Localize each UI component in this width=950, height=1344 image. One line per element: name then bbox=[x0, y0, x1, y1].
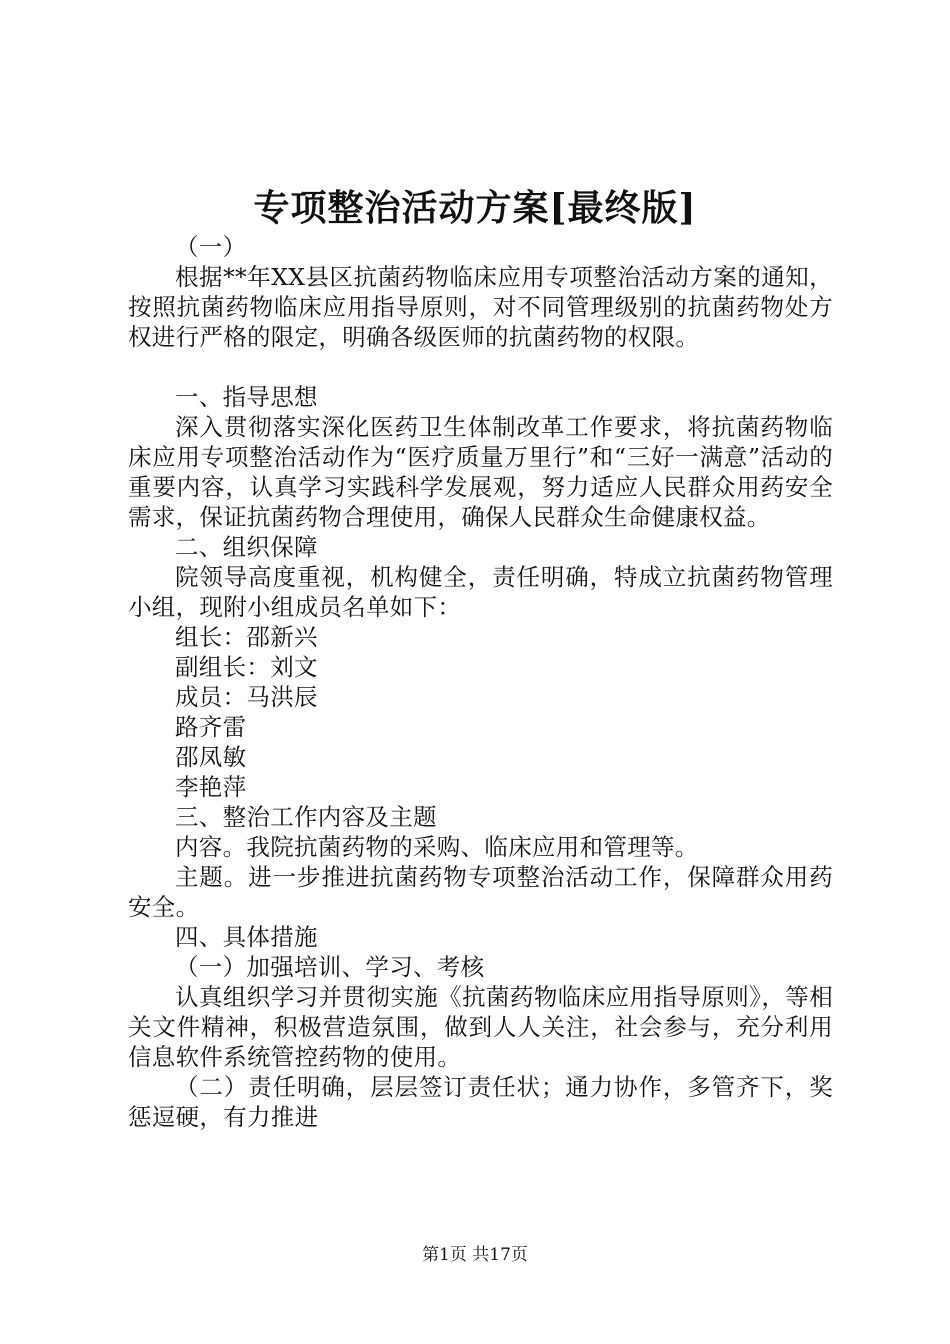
member-item: 路齐雷 bbox=[175, 713, 247, 741]
organization-paragraph: 院领导高度重视，机构健全，责任明确，特成立抗菌药物管理小组，现附小组成员名单如下： bbox=[128, 563, 833, 621]
page-footer: 第1页 共17页 bbox=[422, 1245, 528, 1265]
document-body bbox=[128, 232, 833, 1132]
subheading-training: （一）加强培训、学习、考核 bbox=[175, 953, 485, 981]
intro-paragraph: 根据**年XX县区抗菌药物临床应用专项整治活动方案的通知，按照抗菌药物临床应用指导原则，对不同管理级别的抗菌药物处方权进行严格的限定，明确各级医师的抗菌药物的权限。 bbox=[128, 263, 833, 351]
heading-measures: 四、具体措施 bbox=[175, 923, 318, 951]
member-leader: 组长：邵新兴 bbox=[175, 623, 318, 651]
member-item: 邵凤敏 bbox=[175, 743, 247, 771]
section-number: （一） bbox=[175, 233, 247, 261]
theme-paragraph: 主题。进一步推进抗菌药物专项整治活动工作，保障群众用药安全。 bbox=[128, 863, 833, 921]
training-paragraph: 认真组织学习并贯彻实施《抗菌药物临床应用指导原则》，等相关文件精神，积极营造氛围，做到人人关注，社会参与，充分利用信息软件系统管控药物的使用。 bbox=[128, 983, 833, 1071]
subheading-responsibility: （二）责任明确，层层签订责任状；通力协作，多管齐下，奖惩逗硬，有力推进 bbox=[128, 1073, 833, 1131]
guiding-thought-paragraph: 深入贯彻落实深化医药卫生体制改革工作要求，将抗菌药物临床应用专项整治活动作为“医疗质量万里行”和“三好一满意”活动的重要内容，认真学习实践科学发展观，努力适应人民群众用药安全需求，保证抗菌药物合理使用，确保人民群众生命健康权益。 bbox=[128, 413, 833, 531]
heading-content-theme: 三、整治工作内容及主题 bbox=[175, 803, 437, 831]
content-paragraph: 内容。我院抗菌药物的采购、临床应用和管理等。 bbox=[175, 833, 699, 861]
member-item: 李艳萍 bbox=[175, 773, 247, 801]
document-title: 专项整治活动方案[最终版] bbox=[253, 187, 697, 229]
heading-organization: 二、组织保障 bbox=[175, 533, 318, 561]
heading-guiding-thought: 一、指导思想 bbox=[175, 383, 318, 411]
member-list-start: 成员：马洪辰 bbox=[175, 683, 318, 711]
member-deputy-leader: 副组长：刘文 bbox=[175, 653, 318, 681]
